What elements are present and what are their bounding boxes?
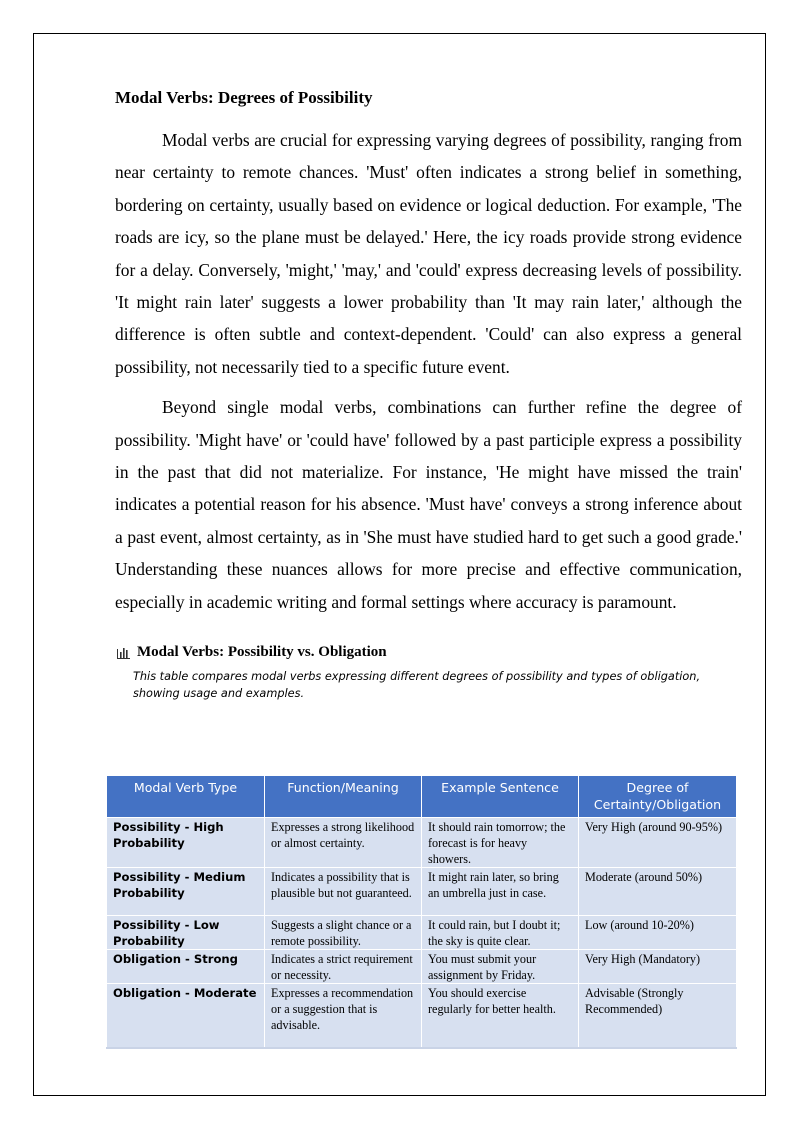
table-cell: It should rain tomorrow; the forecast is for heavy showers. bbox=[422, 818, 579, 868]
table-cell: Suggests a slight chance or a remote possibility. bbox=[265, 916, 422, 950]
table-cell: Very High (Mandatory) bbox=[579, 950, 737, 984]
table-cell: Indicates a possibility that is plausible but not guaranteed. bbox=[265, 868, 422, 916]
table-row bbox=[107, 984, 737, 1049]
table-cell: Obligation - Strong bbox=[107, 950, 265, 984]
bar-chart-icon bbox=[117, 646, 130, 659]
table-title bbox=[115, 642, 742, 662]
modal-verbs-table bbox=[106, 776, 737, 1049]
column-header: Degree of Certainty/Obligation bbox=[579, 776, 737, 818]
table-row bbox=[107, 818, 737, 868]
table-cell: You must submit your assignment by Friday. bbox=[422, 950, 579, 984]
table-row bbox=[107, 868, 737, 916]
column-header: Modal Verb Type bbox=[107, 776, 265, 818]
table-cell: Advisable (Strongly Recommended) bbox=[579, 984, 737, 1049]
table-cell: Possibility - Low Probability bbox=[107, 916, 265, 950]
section-heading: Modal Verbs: Degrees of Possibility bbox=[115, 88, 373, 107]
table-cell: Expresses a recommendation or a suggestion that is advisable. bbox=[265, 984, 422, 1049]
table-cell: Moderate (around 50%) bbox=[579, 868, 737, 916]
table-cell: Obligation - Moderate bbox=[107, 984, 265, 1049]
table-cell: Expresses a strong likelihood or almost certainty. bbox=[265, 818, 422, 868]
document-body bbox=[115, 86, 742, 708]
column-header: Example Sentence bbox=[422, 776, 579, 818]
table-cell: It could rain, but I doubt it; the sky is quite clear. bbox=[422, 916, 579, 950]
paragraph-1: Modal verbs are crucial for expressing varying degrees of possibility, ranging from near certainty to remote chances. 'Must' often indicates a strong belief in something, bordering on certainty, usually based on evidence or logical deduction. For example, 'The roads are icy, so the plane must be delayed.' Here, the icy roads provide strong evidence for a delay. Conversely, 'might,' 'may,' and 'could' express decreasing levels of possibility. 'It might rain later' suggests a lower probability than 'It may rain later,' although the difference is often subtle and context-dependent. 'Could' can also express a general possibility, not necessarily tied to a specific future event. bbox=[115, 130, 742, 377]
table-header-row bbox=[107, 776, 737, 818]
table-row bbox=[107, 916, 737, 950]
table-caption: This table compares modal verbs expressing different degrees of possibility and types of obligation, showing usage and examples. bbox=[133, 670, 701, 701]
table-cell: You should exercise regularly for better health. bbox=[422, 984, 579, 1049]
table-cell: Possibility - High Probability bbox=[107, 818, 265, 868]
table-cell: Very High (around 90-95%) bbox=[579, 818, 737, 868]
paragraph-2: Beyond single modal verbs, combinations can further refine the degree of possibility. 'Might have' or 'could have' followed by a past participle express a possibility in the past that did not materialize. For instance, 'He might have missed the train' indicates a potential reason for his absence. 'Must have' conveys a strong inference about a past event, almost certainty, as in 'She must have studied hard to get such a good grade.' Understanding these nuances allows for more precise and effective communication, especially in academic writing and formal settings where accuracy is paramount. bbox=[115, 397, 742, 612]
column-header: Function/Meaning bbox=[265, 776, 422, 818]
table-cell: Possibility - Medium Probability bbox=[107, 868, 265, 916]
table-row bbox=[107, 950, 737, 984]
table-cell: Indicates a strict requirement or necessity. bbox=[265, 950, 422, 984]
table-cell: It might rain later, so bring an umbrella just in case. bbox=[422, 868, 579, 916]
table-cell: Low (around 10-20%) bbox=[579, 916, 737, 950]
table-title-text: Modal Verbs: Possibility vs. Obligation bbox=[137, 644, 387, 661]
